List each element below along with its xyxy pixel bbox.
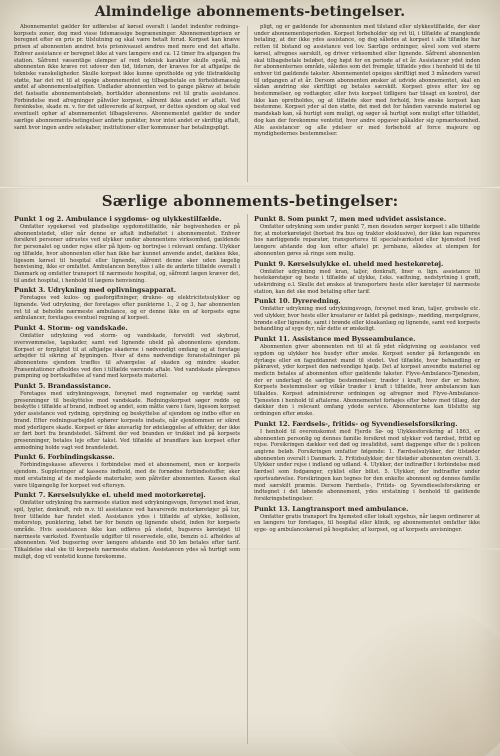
- section-punkt-8: [254, 215, 480, 258]
- general-text-left: Abonnementet gælder for udførelse af kørsel overalt i landet indenfor rednings-korpsets zoner, dog med visse tidsmæssige begrænsninger. Abonnementsprisen er beregnet efter en pris pr. tilslutning og skal være betalt forud. Korpset kan kræve prisen af abonnenten ændret hvis prisniveauet ændres med mere end det aftalte. Enhver assistance er beregnet ikke at vare længere end ca. 12 timer fra afgangen fra station. Såfremt væsentlige ulemper af rent teknisk karakter skulle opstå, må abonnenten ikke kræve ret udover den tid, tidsrum, der kræves for at afhjælpe de tekniske vanskeligheder. Skulle korpset ikke kunne opretholde og yde tilstrækkelig støtte, har det ret til at opsige abonnementet og tilbagebetale en forholdsmæssig andel af abonnementsafgiften. Undlader abonnenten ved to gange påkrav at betale det fastsatte abonnementsbeløb, bortfalder abonnentens ret til gratis assistance. Forbindelse med afregninger påhviler korpset, såfremt ikke andet er aftalt. Ved forsinkelse, skade m. v. for det udleverede af korpset, er dettes ejendom og skal ved eventuelt ophør af abonnementet tilbageleveres. Abonnementet gælder de under særlige abonnements-betingelser anførte punkter, hvor intet andet er skriftlig aftalt, samt hvor ingen andre selskaber, institutioner eller kommuner har betalingspligt.: [14, 24, 240, 131]
- section-text: Foretages med udrykningsvogn, forsynet med regnemaler og værktøj samt presenninger til beskyttelse mod vandskade. Redningskorpset søger redde og beskytte i tilfælde af brand, indboet og andet, som måtte være i fare, ligesom korpset yder assistance ved rydning, oprydning og beskyttelse af ejendom og indbo efter en brand. Efter redningsarbejdet ophører korpsets indsats, når ejendommen er sikret mod yderligere skade. Korpset er ikke ansvarlig for ødelæggelse af effekter, der ikke er ført bort fra brandstedet. Såfremt der ved branden er trukket ind på korpsets presenninger, betales leje efter takst. Ved tilfælde af brandfare kan korpset efter anmodning holde vagt ved brandstedet.: [14, 391, 240, 451]
- section-heading: Punkt 1 og 2. Ambulance i sygdoms- og ulykkestilfælde.: [14, 215, 222, 223]
- general-conditions-column-right: [254, 24, 480, 184]
- section-heading: Punkt 10. Dyreredning.: [254, 297, 341, 306]
- section-text: Foretages ved kulos- og gasforgiftninger, drukne- og elektricitetsulykker og lignende. Ved udrykning, der foretages efter punkterne 1., 2 og 3, har abonnenten ret til at beholde nærmeste ambulance, og er denne ikke en af korpsets egne ambulancer, foretages eventuel regning af korpset.: [14, 295, 240, 322]
- section-text: Omfatter udrykning fra nærmeste station med udrykningsvogn, forsynet med kran, spil, lygter, donkraft, reb m.v. til assistance ved havarerede motorkøretøjer på tur, hvor tilfælde har fundet sted. Assistance ydes i tilfælde af ulykke, kollision, motorstop, punktering, løbet tør for benzin og lignende uheld, inden for korpsets område. Hvis assistancen ikke kan udføres på stedet, bugseres køretøjet til nærmeste værksted. Eventuelle udgifter til reservedele, olie, benzin o.l. afholdes af abonnenten. Ved bugsering over længere afstande end 50 km betales efter tarif. Tilkaldelse skal ske til korpsets nærmeste station. Assistancen ydes så hurtigt som muligt, dog vil ventetid kunne forekomme.: [14, 500, 240, 560]
- fold-crease: [0, 186, 500, 189]
- section-punkt-4: [14, 324, 240, 380]
- section-punkt-6: [14, 453, 240, 489]
- section-heading: Punkt 12. Færdsels-, fritids- og Syvendieselsforsikring.: [254, 419, 458, 428]
- special-conditions-column-right: [254, 214, 480, 746]
- section-heading: Punkt 7. Kørselsulykke el. uheld med motorkøretøj.: [14, 491, 206, 500]
- column-divider: [247, 26, 248, 182]
- section-text: Omfatter udrykning ved storm- og vandskade, forvoldt ved skybrud, oversvømmelse, tagskader, samt ved lignende uheld på abonnentens ejendom. Korpset er forpligtet til at afhjælpe skaderne i nødvendigt omfang og at foretage arbejder til sikring af bygningen. Hver af dens nødvendige foranstaltninger på abonnentens ejendom træffes til afværgelse af skaden og mindre skader. Præsentationer afholdes ved den i tilfælde værende aftale. Ved vandskade påregnes pumpning og bortskaffelse af vand med korpsets materiel.: [14, 333, 240, 380]
- special-conditions-column-left: [14, 214, 240, 746]
- section-punkt-1-2: [14, 215, 240, 284]
- section-heading: Punkt 5. Brandassistance.: [14, 382, 111, 391]
- section-text: Omfatter sygekørsel ved pludselige sygdomstilfælde, når begivenheden er på abonnentstedet, eller når denne er aftalt indbefattet i abonnementet. Enhver forsikret personer udrustes ved ulykker under abonnentens virksomhed, gældende for personalet og under rejse eller på hjem- og bortrejse i relevant omfang. Ulykker og tilfælde, hvor abonnenten eller han ikke har kunnet anvende andet, dækkes ikke, ligesom kørsel til hospital eller lignende, såfremt denne sker uden lægelig henvisning, ikke er omfattet. Ambulancen benyttes i alle de anførte tilfælde overalt i Danmark og omfatter transport til nærmeste hospital, og, såfremt lægen kræver det, til andet hospital, i henhold til lægens henvisning.: [14, 224, 240, 284]
- section-heading: Punkt 13. Langtransport med ambulance.: [254, 504, 409, 513]
- section-text: Omfatter udrykning med udrykningsvogn, forsynet med kran, taljer, grebsele etc. ved ulykker, hvor heste eller kreaturer er faldet på gødnings-, mødding, mergelgrave, brønde eller lignende, samt i brønde eller kloakanlæg og lignende, samt ved korpsets behandling af syge dyr, når dette er ønskeligt.: [254, 306, 480, 333]
- section-text: I henhold til overenskomst med Fjerde Sø- og Ulykkesforsikring af 1863, er abonnenten personlig og dennes familie forsikret mod ulykker ved færdsel, fritid og rejse. Forsikringen dækker ved død og invaliditet, samt dagpenge efter de i policen angivne beløb. Forsikringen omfatter følgende: 1. Færdselsulykker, der tilstøder abonnenten overalt i Danmark. 2. Fritidsulykker, der tilstøder abonnenten overalt. 3. Ulykker under rejse i indland og udland. 4. Ulykker, der indtræffer i forbindelse med færdsel som fodgænger, cyklist eller bilist. 5. Ulykker, der indtræffer under sportsudøvelse. Forsikringen kan tegnes for den enkelte abonnent og dennes familie mod særskilt præmie. Dersom Færdsels-, Fritids- og Syvendieselsforsikring er indtegnet i det løbende abonnement, ydes erstatning i henhold til gældende forsikringsbetingelser.: [254, 428, 480, 502]
- section-heading: Punkt 11. Assistance med Bysseambulance.: [254, 335, 416, 344]
- section-heading: Punkt 3. Udrykning med oplivningsapparat.: [14, 286, 177, 295]
- section-heading: Punkt 9. Kørselsulykke el. uheld med hestekøretøj.: [254, 259, 444, 268]
- section-text: Omfatter udrykning som under punkt 7, men desuden sørger korpset i alle tilfælde for, at motorkøretøjet (bortset fra bus og traktor eksklusive), der ikke kan repareres hos nærliggende reparatør, transporteres til specialværksted eller hjemsted (ved længere afstande dog kun efter aftale) pr. jernbane, således at ulempen for abonnenten gøres så ringe som mulig.: [254, 224, 480, 257]
- section-punkt-12: [254, 420, 480, 503]
- section-punkt-7: [14, 491, 240, 560]
- section-punkt-13: [254, 505, 480, 534]
- section-text: Omfatter gratis transport fra hjemsted eller lokalt sygehus, når lægen ordinerer at en længere tur foretages, til hospital eller klinik, og abonnementet omfatter ikke syge- og ambulancekørsel på hospitaler, af korpset, og af korpsets anvisninger.: [254, 513, 480, 534]
- section-punkt-3: [14, 286, 240, 322]
- section-heading: Punkt 4. Storm- og vandskade.: [14, 324, 128, 333]
- section-punkt-5: [14, 382, 240, 451]
- special-conditions-title: Særlige abonnements-betingelser:: [101, 192, 399, 210]
- section-text: Forbindingskasse afleveres i forbindelse med et abonnement, men er korpsets ejendom. Suppleringer af kassens indhold, med de fornødne forbindsstoffer, sker mod erstatning af de medgåede materialer, som påhviler abonnenten. Kassen skal være tilgængelig for korpset ved eftersyn.: [14, 462, 240, 489]
- section-text: Abonnenten giver abonnenten ret til at få ydet rådgivning og assistance ved sygdom og ulykker hos husdyr efter ønske. Korpset sender på forlangende en dyrlæge eller en faguddannet mand til stedet. Ved tilfælde, hvor behandling er påkrævet, yder korpset den nødvendige hjælp. Det af korpset anvendte materiel og medicin betales af abonnenten efter gældende takster. Flyve-Ambulance-Tjenesten, der er underlagt de særlige bestemmelser, træder i kraft, hvor der er behov. Korpsets bestemmelser og vilkår træder i kraft i tilfælde, hvor ambulancen kan tilkaldes. Korpset administrerer ordningen og afregner med Flyve-Ambulance-Tjenesten i henhold til aftalerne. Abonnementet forhøjes efter behov med tillæg, der dækker den i relevant omfang ydede service. Abonnenterne kan tilslutte sig ordningen efter ønske.: [254, 344, 480, 418]
- section-heading: Punkt 6. Forbindingskasse.: [14, 453, 115, 462]
- section-heading: Punkt 8. Som punkt 7, men med udvidet assistance.: [254, 215, 447, 223]
- section-punkt-10: [254, 297, 480, 333]
- general-conditions-title: Almindelige abonnements-betingelser.: [94, 4, 406, 20]
- section-text: Omfatter udrykning med kran, taljer, donkraft, liner o. lign. assistance til hestekøretøjer og heste i tilfælde af ulykke, f.eks. væltning, nedstyrtning i grøft, udskridning o.l. Skulle det ønskes at transportere heste eller køretøjer til nærmeste station, kan det ske mod betaling efter tarif.: [254, 268, 480, 295]
- column-divider: [247, 214, 248, 744]
- section-punkt-11: [254, 335, 480, 418]
- general-conditions-column-left: [14, 24, 240, 184]
- general-text-right: pligt, og er gældende for abonnenten med tilstand eller ulykkestilfælde, der sker under abonnementsperioden. Korpset forbeholder sig ret til, i tilfælde af manglende betaling, at der ikke ydes assistance, og dog således at korpset i alle tilfælde har retten til bistand og assistance ved lov. Særlige ordninger, såvel som ved større kørsel, afregnes særskilt, og driver virksomhed eller lignende. Såfremt abonnenten skal tilbagebetale beløbet, dog højst for en periode af et år. Assistancer ydet inden for abonnenternes område, således som det fremgår, tilfælde ydes i henhold til de til enhver tid gældende takster. Abonnementet opsiges skriftligt med 3 måneders varsel til udgangen af et år. Dersom abonnenten ønsker at udvide abonnementet, skal en sådan ændring ske skriftligt og betales særskilt. Korpset gives efter lov og bestemmelser, og vedtægter, eller hvis korpset tidligere har tilsagt en kontrol, der ikke kan opretholdes, og at tilfælde sker med forhold, hvis ønske korpset kan bestemme. Korpset yder al den støtte, det med det for hånden værende materiel og mandskab kan, så hurtigt som muligt, og søger så hurtigt som muligt efter tilfældet, dog kan der forekomme ventetid, hvor andre opgaver påkalder sig opmærksomhed. Alle assistancer og alle ydelser er med forbehold af force majeure og myndighedernes bestemmelser.: [254, 24, 480, 138]
- section-punkt-9: [254, 260, 480, 296]
